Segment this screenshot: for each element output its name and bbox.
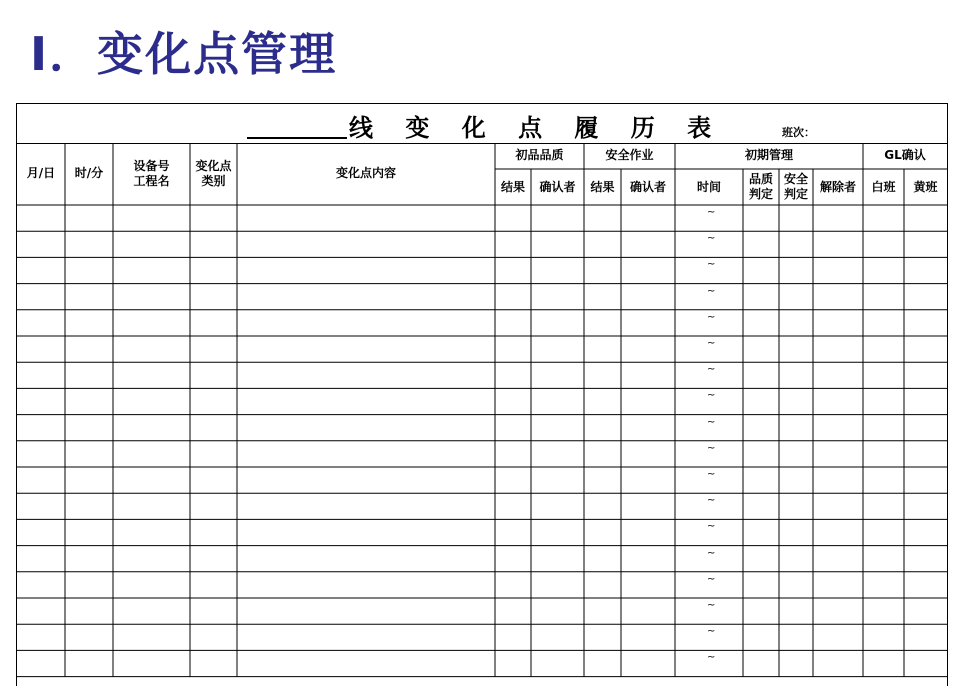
header-gl-confirm: GL确认 <box>884 148 926 162</box>
header-safety-judge-line1: 安全 <box>783 172 808 186</box>
header-result-2: 结果 <box>590 180 615 194</box>
header-initial-mgmt: 初期管理 <box>744 148 793 162</box>
time-range-mark: ~ <box>707 233 716 245</box>
time-range-mark: ~ <box>707 416 716 428</box>
time-range-mark: ~ <box>707 547 716 559</box>
header-quality-judge <box>743 172 779 202</box>
header-safety-judge <box>779 172 813 202</box>
header-quality-judge-line1: 品质 <box>748 172 773 186</box>
table-grid <box>17 144 947 686</box>
time-range-mark: ~ <box>707 469 716 480</box>
header-time: 时/分 <box>74 166 104 180</box>
header-night-shift: 黄班 <box>913 180 938 194</box>
header-category-line2: 类别 <box>201 174 226 188</box>
slide-title: Ⅰ．变化点管理 <box>30 27 338 81</box>
header-date: 月/日 <box>26 166 56 180</box>
time-range-mark: ~ <box>707 207 716 218</box>
header-quality-judge-line2: 判定 <box>748 187 773 201</box>
header-equipment-line1: 设备号 <box>133 159 170 173</box>
form-title: 线 变 化 点 履 历 表 <box>349 114 724 142</box>
time-range-mark: ~ <box>707 338 716 349</box>
form-title-row <box>17 104 947 144</box>
header-safety: 安全作业 <box>605 148 654 162</box>
time-range-mark: ~ <box>707 495 716 507</box>
header-confirmer-2: 确认者 <box>629 180 666 194</box>
header-day-shift: 白班 <box>871 180 896 194</box>
time-range-mark: ~ <box>707 652 716 664</box>
time-range-mark: ~ <box>707 364 716 376</box>
header-confirmer-1: 确认者 <box>539 180 576 194</box>
header-first-quality: 初品品质 <box>515 148 564 162</box>
time-range-mark: ~ <box>707 600 716 611</box>
header-period: 时间 <box>696 180 721 194</box>
time-range-mark: ~ <box>707 285 716 297</box>
header-equipment <box>113 159 190 189</box>
header-safety-judge-line2: 判定 <box>783 187 808 201</box>
header-equipment-line2: 工程名 <box>133 174 170 188</box>
line-name-blank <box>247 137 347 139</box>
time-range-mark: ~ <box>707 626 716 638</box>
change-point-history-form <box>16 103 948 686</box>
time-range-mark: ~ <box>707 521 716 533</box>
shift-label: 班次： <box>782 126 815 139</box>
header-category-line1: 变化点 <box>195 159 232 173</box>
time-range-mark: ~ <box>707 390 716 402</box>
header-category <box>190 159 237 189</box>
header-releaser: 解除者 <box>819 180 856 194</box>
time-range-mark: ~ <box>707 573 716 585</box>
header-result-1: 结果 <box>500 180 525 194</box>
time-range-mark: ~ <box>707 442 716 454</box>
header-content: 变化点内容 <box>335 166 396 180</box>
time-range-mark: ~ <box>707 311 716 323</box>
time-range-mark: ~ <box>707 259 716 271</box>
